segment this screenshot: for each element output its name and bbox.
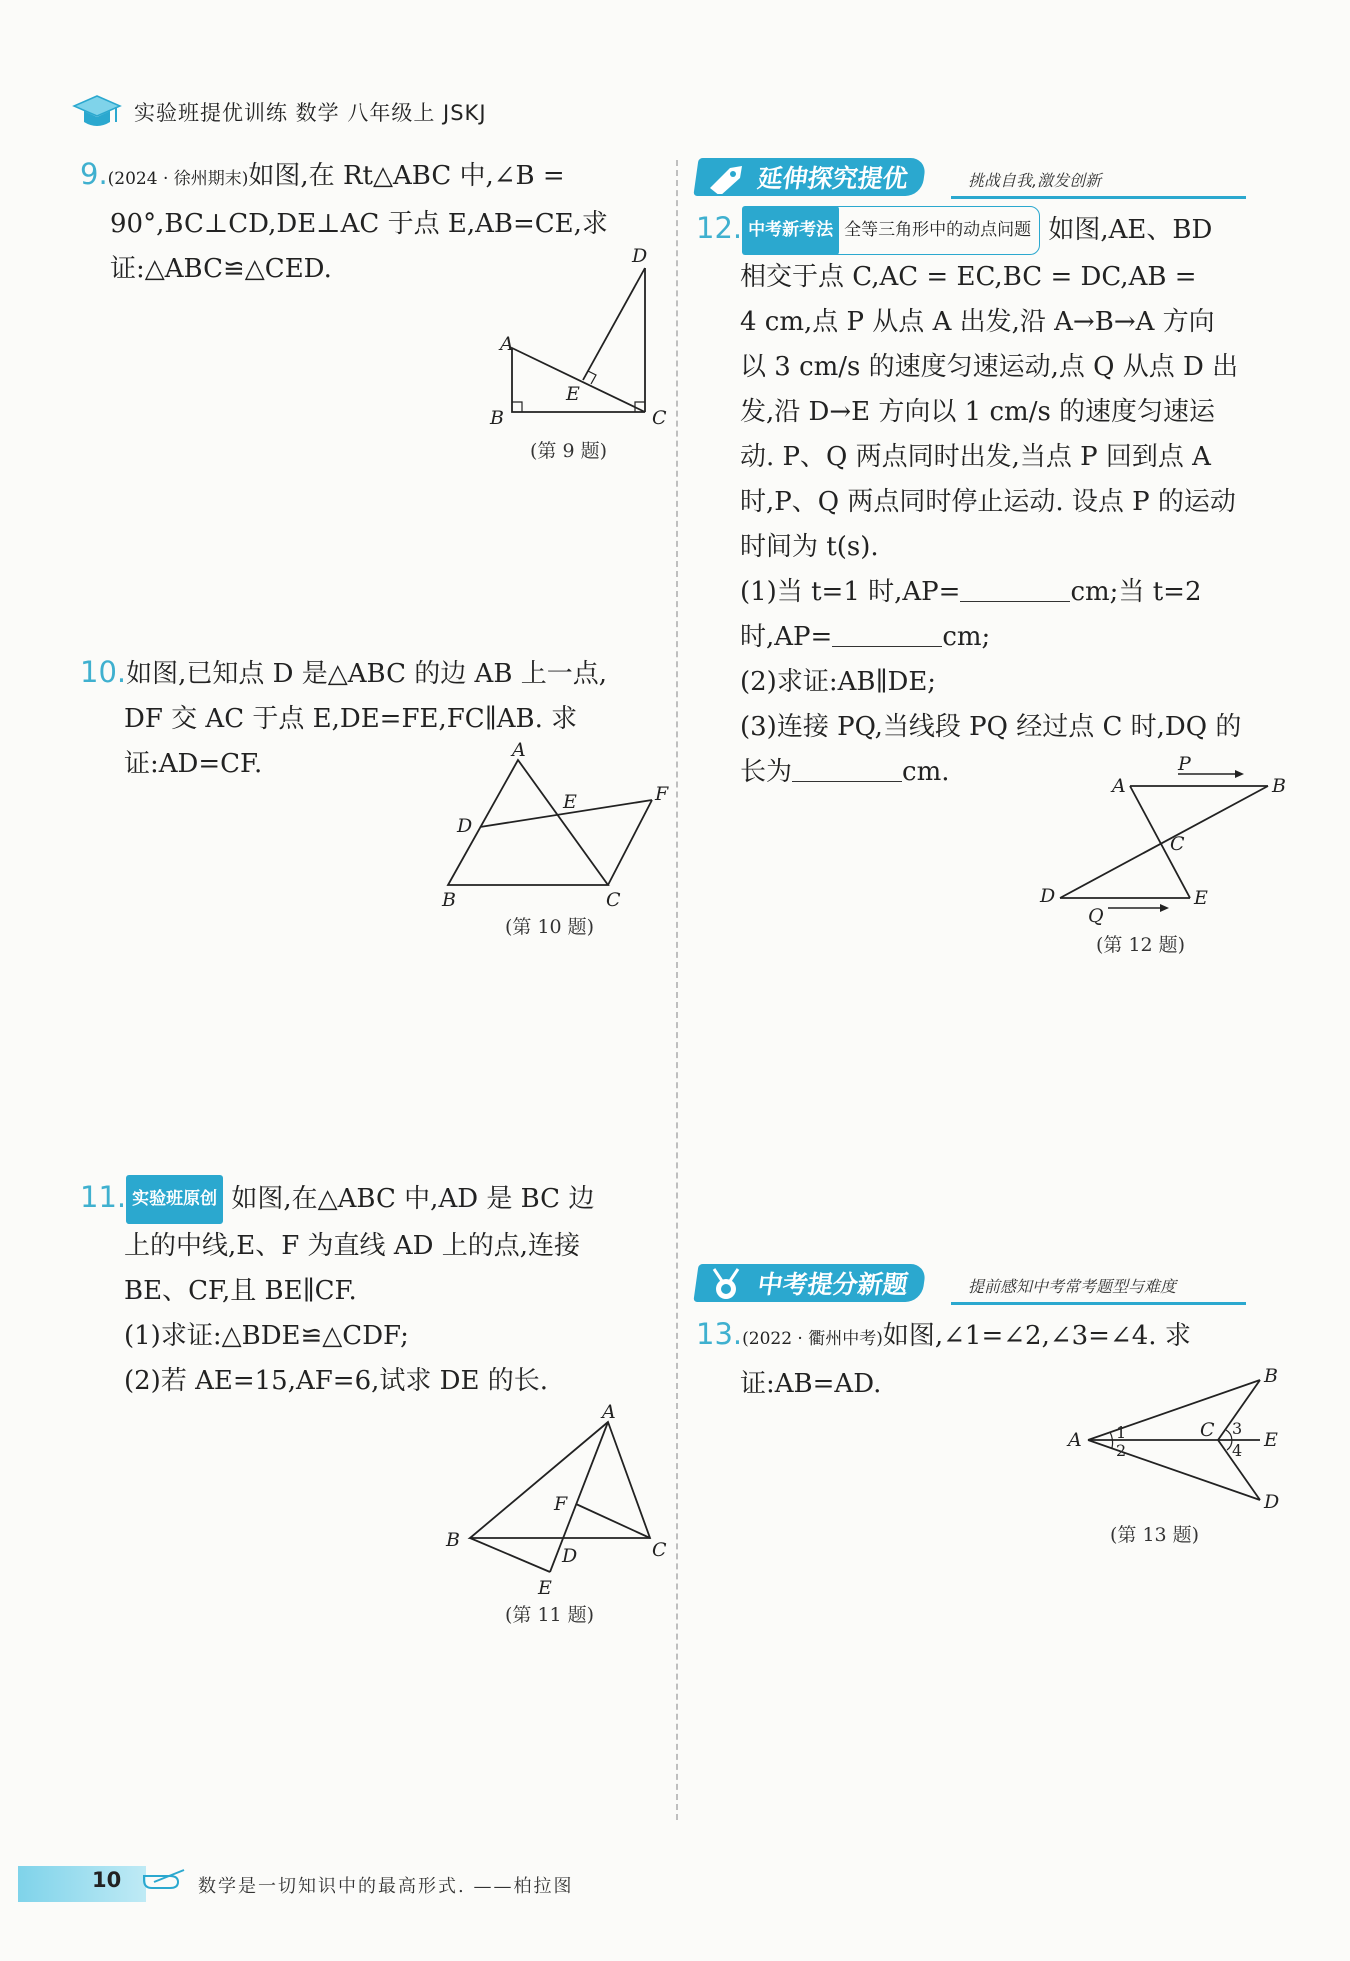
new-method-badge: 中考新考法 bbox=[742, 206, 839, 255]
point-label: D bbox=[457, 815, 473, 837]
point-label: C bbox=[1170, 833, 1185, 855]
question-source: (2022 · 衢州中考) bbox=[742, 1329, 883, 1349]
point-label: Q bbox=[1088, 905, 1104, 927]
question-part: (2)求证:AB∥DE; bbox=[740, 667, 937, 697]
figure-caption: (第 11 题) bbox=[505, 1604, 595, 1626]
point-label: P bbox=[1178, 753, 1191, 775]
question-line: 证:AB=AD. bbox=[740, 1369, 882, 1399]
section-subtitle: 提前感知中考常考题型与难度 bbox=[968, 1277, 1177, 1296]
pointing-hand-icon bbox=[140, 1858, 190, 1904]
figure-11 bbox=[430, 1400, 670, 1600]
original-badge: 实验班原创 bbox=[126, 1175, 223, 1224]
section-subtitle: 挑战自我,激发创新 bbox=[968, 171, 1102, 190]
footer-quote: 数学是一切知识中的最高形式. ——柏拉图 bbox=[198, 1876, 574, 1897]
answer-blank[interactable] bbox=[832, 622, 942, 647]
question-number: 10. bbox=[80, 655, 127, 689]
book-title: 实验班提优训练 数学 八年级上 JSKJ bbox=[134, 101, 487, 125]
question-12 bbox=[696, 206, 1286, 795]
graduation-cap-icon bbox=[72, 92, 122, 132]
figure-10 bbox=[430, 740, 670, 910]
point-label: A bbox=[1112, 775, 1126, 797]
point-label: E bbox=[563, 791, 577, 813]
section-underline bbox=[951, 1302, 1246, 1305]
question-line: 如图,已知点 D 是△ABC 的边 AB 上一点, bbox=[126, 659, 607, 689]
point-label: A bbox=[602, 1401, 616, 1423]
rocket-icon bbox=[704, 162, 748, 194]
question-line: 如图,AE、BD bbox=[1048, 215, 1213, 245]
section-banner-extension bbox=[696, 158, 1246, 198]
section-title: 延伸探究提优 bbox=[693, 158, 926, 196]
point-label: D bbox=[1040, 885, 1056, 907]
question-line: 上的中线,E、F 为直线 AD 上的点,连接 bbox=[124, 1231, 580, 1261]
question-line: 4 cm,点 P 从点 A 出发,沿 A→B→A 方向 bbox=[740, 307, 1215, 337]
question-number: 13. bbox=[696, 1317, 743, 1351]
question-part: (3)连接 PQ,当线段 PQ 经过点 C 时,DQ 的 bbox=[740, 712, 1242, 742]
point-label: A bbox=[512, 740, 526, 761]
point-label: E bbox=[1194, 887, 1208, 909]
point-label: F bbox=[655, 783, 669, 805]
footer-bar bbox=[18, 1866, 146, 1902]
question-11 bbox=[80, 1175, 670, 1404]
question-part: (2)若 AE=15,AF=6,试求 DE 的长. bbox=[124, 1366, 549, 1396]
figure-caption: (第 9 题) bbox=[530, 440, 607, 462]
question-line: 发,沿 D→E 方向以 1 cm/s 的速度匀速运 bbox=[740, 397, 1216, 427]
section-banner-exam bbox=[696, 1264, 1246, 1304]
point-label: B bbox=[446, 1529, 460, 1551]
point-label: D bbox=[632, 245, 648, 267]
question-part: (1)当 t=1 时,AP= cm;当 t=2 bbox=[740, 577, 1202, 607]
point-label: E bbox=[566, 383, 580, 405]
answer-blank[interactable] bbox=[960, 577, 1070, 602]
question-number: 9. bbox=[80, 157, 108, 191]
angle-label: 4 bbox=[1232, 1441, 1243, 1460]
point-label: D bbox=[562, 1545, 578, 1567]
question-number: 11. bbox=[80, 1180, 127, 1214]
point-label: E bbox=[1264, 1429, 1278, 1451]
question-line: 证:AD=CF. bbox=[124, 749, 263, 779]
angle-label: 3 bbox=[1232, 1419, 1243, 1438]
point-label: A bbox=[500, 333, 514, 355]
point-label: C bbox=[652, 407, 667, 429]
point-label: E bbox=[538, 1577, 552, 1599]
point-label: D bbox=[1264, 1491, 1280, 1513]
question-source: (2024 · 徐州期末) bbox=[107, 169, 249, 189]
topic-badge: 全等三角形中的动点问题 bbox=[835, 206, 1040, 255]
question-line: 以 3 cm/s 的速度匀速运动,点 Q 从点 D 出 bbox=[740, 352, 1239, 382]
point-label: A bbox=[1068, 1429, 1082, 1451]
question-line: DF 交 AC 于点 E,DE=FE,FC∥AB. 求 bbox=[124, 704, 578, 734]
point-label: C bbox=[1200, 1419, 1215, 1441]
question-line: 90°,BC⊥CD,DE⊥AC 于点 E,AB=CE,求 bbox=[110, 209, 608, 239]
figure-caption: (第 13 题) bbox=[1110, 1524, 1200, 1546]
medal-icon bbox=[706, 1267, 746, 1301]
answer-blank[interactable] bbox=[792, 757, 902, 782]
question-line: 证:△ABC≌△CED. bbox=[110, 254, 332, 284]
question-part: 时,AP= cm; bbox=[740, 622, 991, 652]
figure-9 bbox=[470, 240, 670, 440]
question-line: 如图,在 Rt△ABC 中,∠B = bbox=[248, 161, 565, 191]
point-label: B bbox=[1264, 1365, 1278, 1387]
question-line: 时,P、Q 两点同时停止运动. 设点 P 的运动 bbox=[740, 487, 1236, 517]
figure-13 bbox=[1060, 1360, 1300, 1520]
page-header bbox=[72, 92, 487, 132]
figure-12 bbox=[1030, 750, 1290, 930]
point-label: F bbox=[554, 1493, 568, 1515]
point-label: C bbox=[652, 1539, 667, 1561]
angle-label: 2 bbox=[1116, 1441, 1127, 1460]
question-line: 动. P、Q 两点同时出发,当点 P 回到点 A bbox=[740, 442, 1211, 472]
question-line: 如图,∠1=∠2,∠3=∠4. 求 bbox=[882, 1321, 1191, 1351]
point-label: B bbox=[442, 889, 456, 910]
question-part: (1)求证:△BDE≌△CDF; bbox=[124, 1321, 409, 1351]
point-label: B bbox=[490, 407, 504, 429]
figure-caption: (第 10 题) bbox=[505, 916, 595, 938]
figure-caption: (第 12 题) bbox=[1096, 934, 1186, 956]
question-number: 12. bbox=[696, 211, 743, 245]
point-label: B bbox=[1272, 775, 1286, 797]
angle-label: 1 bbox=[1116, 1423, 1127, 1442]
column-divider bbox=[676, 160, 678, 1820]
section-underline bbox=[951, 196, 1246, 199]
point-label: C bbox=[606, 889, 621, 910]
question-line: 如图,在△ABC 中,AD 是 BC 边 bbox=[231, 1184, 595, 1214]
section-title: 中考提分新题 bbox=[693, 1264, 926, 1302]
question-line: BE、CF,且 BE∥CF. bbox=[124, 1276, 357, 1306]
question-line: 相交于点 C,AC = EC,BC = DC,AB = bbox=[740, 262, 1197, 292]
page-number: 10 bbox=[92, 1868, 122, 1892]
question-part: 长为 cm. bbox=[740, 757, 950, 787]
question-line: 时间为 t(s). bbox=[740, 532, 879, 562]
